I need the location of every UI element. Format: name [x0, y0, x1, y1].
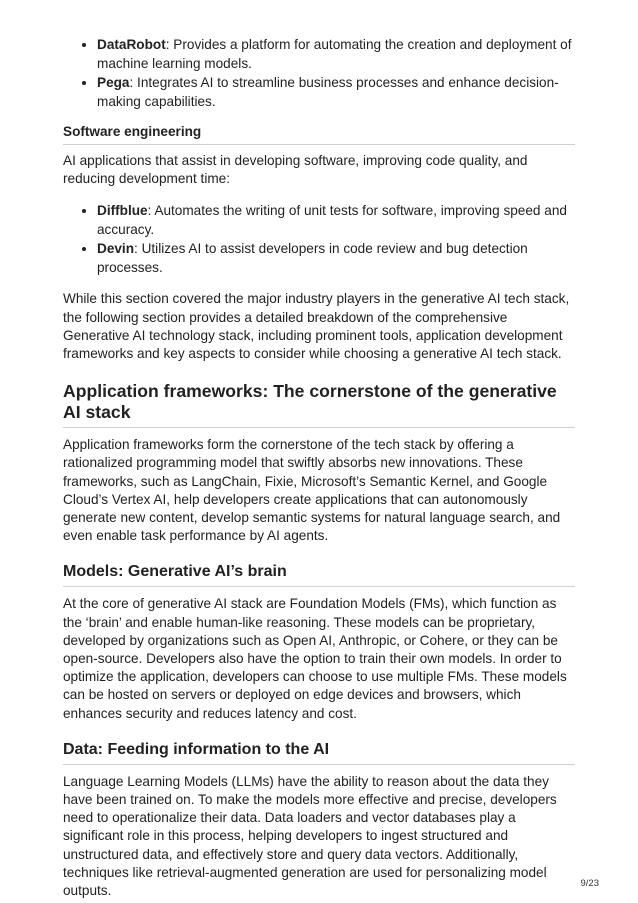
vendor-list-top — [63, 36, 575, 111]
data-paragraph: Language Learning Models (LLMs) have the ability to reason about the data they have been trained on. To make the models more effective and precise, developers need to operationalize their data. Data loaders and vector databases play a significant role in this process, helping developers to ingest structured and unstructured data, and effectively store and query data vectors. Additionally, techniques like retrieval-augmented generation are used for personalizing model outputs. — [63, 773, 557, 899]
list-item: • DataRobot: Provides a platform for automating the creation and deployment of machine learning models. — [97, 36, 575, 73]
list-item: • Pega: Integrates AI to streamline business processes and enhance decision-making capabilities. — [97, 74, 575, 111]
software-intro: AI applications that assist in developing software, improving code quality, and reducing development time: — [63, 153, 528, 187]
section-heading-software-engineering: Software engineering — [63, 123, 575, 145]
frameworks-paragraph: Application frameworks form the cornerstone of the tech stack by offering a rationalized programming model that swiftly absorbs new innovations. These frameworks, such as LangChain, Fixie, Microsoft’s Semantic Kernel, and Google Cloud’s Vertex AI, help developers create applications that can autonomously generate new content, develop semantic systems for natural language search, and even enable task performance by AI agents. — [63, 437, 561, 544]
list-item: • Diffblue: Automates the writing of unit tests for software, improving speed and accuracy. — [97, 202, 575, 239]
section-closing-paragraph: While this section covered the major industry players in the generative AI tech stack, the following section provides a detailed breakdown of the comprehensive Generative AI technology stack, including prominent tools, application development frameworks and key aspects to consider while choosing a generative AI tech stack. — [63, 291, 570, 362]
section-heading-application-frameworks: Application frameworks: The cornerstone of the generative AI stack — [63, 381, 575, 428]
document-page — [63, 36, 575, 900]
software-tools-list — [63, 202, 575, 277]
list-item: • Devin: Utilizes AI to assist developers in code review and bug detection processes. — [97, 240, 575, 277]
section-heading-models: Models: Generative AI’s brain — [63, 562, 575, 587]
models-paragraph: At the core of generative AI stack are Foundation Models (FMs), which function as the ‘brain’ and enable human-like reasoning. These models can be proprietary, developed by organizations such as Open AI, Anthropic, or Cohere, or they can be open-source. Developers also have the option to train their own models. In order to optimize the application, developers can choose to use multiple FMs. These models can be hosted on servers or deployed on edge devices and browsers, which enhances security and reduces latency and cost. — [63, 596, 567, 721]
section-heading-data: Data: Feeding information to the AI — [63, 740, 575, 765]
page-number: 9/23 — [580, 878, 599, 889]
